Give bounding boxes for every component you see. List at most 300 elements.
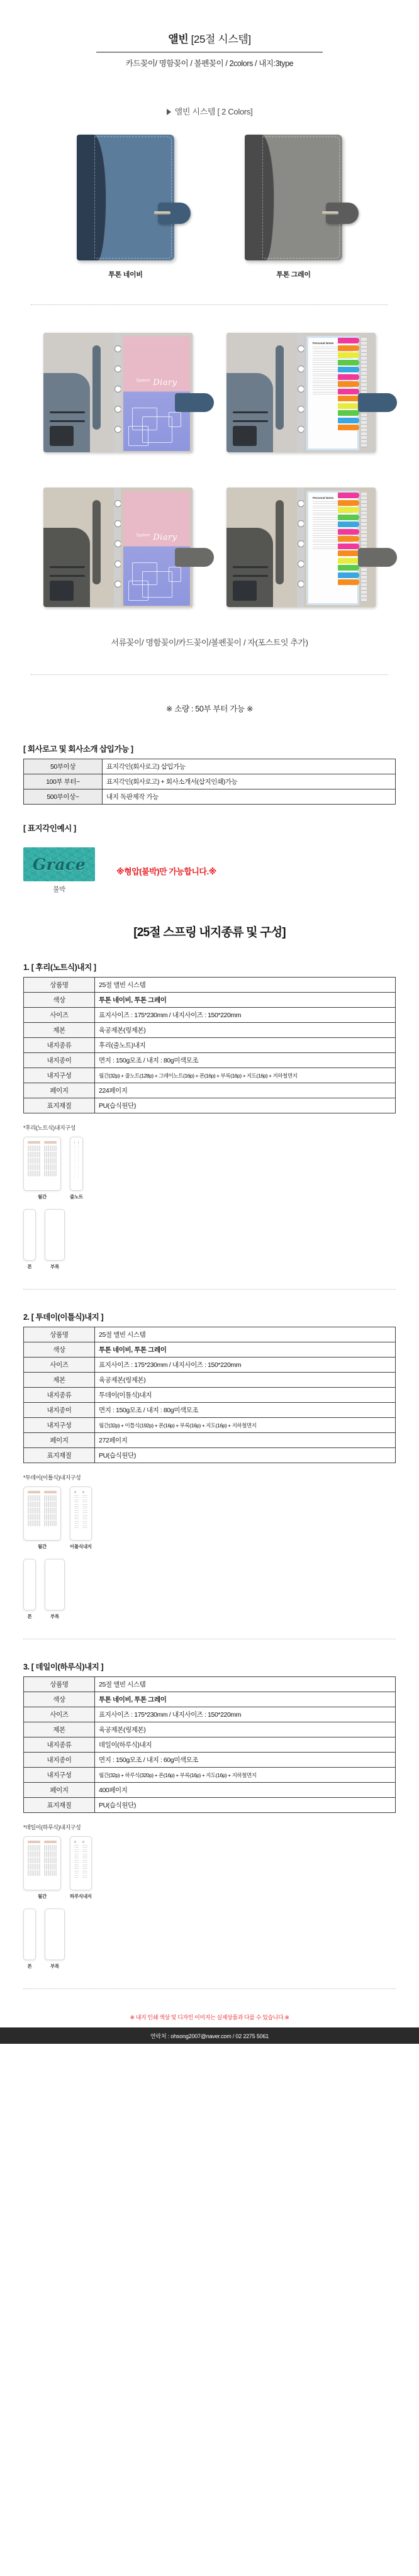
spec-table <box>23 977 396 1113</box>
calendar-cell <box>33 1146 35 1151</box>
appendix-half <box>57 1563 60 1606</box>
sample-sheet <box>23 1486 61 1541</box>
sample-spread-row-1 <box>23 1836 396 1900</box>
sticky-tab <box>338 544 359 549</box>
sticky-tab <box>338 410 359 416</box>
calendar-cell <box>31 1514 33 1520</box>
spec-key: 내지종류 <box>24 1038 95 1053</box>
calendar-cell <box>31 1158 33 1164</box>
page-header-bar <box>44 1141 57 1144</box>
appendix-grid <box>57 1913 60 1957</box>
binder-page-area <box>304 488 376 607</box>
ruled-line <box>82 1849 87 1850</box>
spec-key: 내지종이 <box>24 1403 95 1418</box>
calendar-cell <box>53 1514 55 1520</box>
spec-section-heading: 2. [ 투데이(이틀식)내지 ] <box>23 1313 104 1322</box>
spread-caption: 부록 <box>50 1963 59 1970</box>
calendar-cell <box>50 1851 51 1857</box>
spread-caption: 폰 <box>27 1264 32 1270</box>
sticky-tab <box>338 550 359 556</box>
calendar-cell <box>39 1508 40 1514</box>
ruled-line <box>74 1849 79 1850</box>
sample-spread-row-2 <box>23 1909 396 1970</box>
calendar-cell <box>35 1845 36 1851</box>
ruled-line <box>74 1862 79 1863</box>
calendar-cell <box>31 1152 33 1157</box>
spec-value: 400페이지 <box>95 1783 396 1798</box>
calendar-cell <box>44 1845 45 1851</box>
diary-script-text: $^{System}$ Diary <box>136 532 177 542</box>
ruled-line <box>74 1504 79 1505</box>
sticky-tab <box>338 579 359 585</box>
calendar-cell <box>31 1864 33 1870</box>
spec-value: 투톤 네이비, 투톤 그레이 <box>95 1342 396 1358</box>
spec-value: 월간(32p) + 줄노트(128p) + 그레이노트(16p) + 폰(16p) + 부록(16p) + 지도(16p) + 지하철면지 <box>95 1068 396 1083</box>
spec-key: 표지재질 <box>24 1448 95 1463</box>
sticky-tab <box>338 500 359 506</box>
calendar-cell <box>55 1851 57 1857</box>
sticky-tab <box>338 345 359 351</box>
calendar-cell <box>48 1864 49 1870</box>
ruled-line <box>82 1497 87 1498</box>
ruled-line <box>82 1877 87 1878</box>
sticky-tab <box>338 367 359 372</box>
footer-disclaimer: ※ 내지 인쇄 색상 및 디자인 이미지는 실제상품과 다를 수 있습니다.※ <box>130 2014 289 2021</box>
calendar-cell <box>50 1146 51 1151</box>
spec-key: 사이즈 <box>24 1358 95 1373</box>
binder-strap <box>175 393 214 412</box>
colors-heading-label: 앨빈 시스템 [ 2 Colors] <box>174 107 253 117</box>
spread-caption: 부록 <box>50 1614 59 1620</box>
calendar-cell <box>44 1870 45 1876</box>
ruled-line <box>74 1497 79 1498</box>
calendar-cell <box>48 1164 49 1170</box>
sheet-inner <box>28 1213 31 1256</box>
calendar-cell <box>53 1495 55 1501</box>
ruled-line <box>74 1845 79 1846</box>
appendix-grid <box>49 1213 53 1257</box>
calendar-cell <box>44 1858 45 1863</box>
desc-cell: 내지 독판제작 가능 <box>103 789 396 805</box>
spec-section-2 <box>23 1311 396 1639</box>
calendar-cell <box>55 1845 57 1851</box>
calendar-cell <box>50 1495 51 1501</box>
binder-left-flap <box>226 488 297 607</box>
calendar-cell <box>37 1864 38 1870</box>
calendar-cell <box>35 1851 36 1857</box>
spec-value: 표지사이즈 : 175*230mm / 내지사이즈 : 150*220mm <box>95 1008 396 1023</box>
interior-photos <box>0 333 419 607</box>
spec-value: 표지사이즈 : 175*230mm / 내지사이즈 : 150*220mm <box>95 1707 396 1722</box>
ruled-line <box>82 1527 87 1528</box>
engrave-logo-chip <box>23 847 95 881</box>
calendar-cell <box>48 1495 49 1501</box>
calendar-cell <box>35 1152 36 1157</box>
calendar-cell <box>39 1851 40 1857</box>
cover-photo-gray <box>245 135 342 260</box>
calendar-cell <box>28 1502 29 1507</box>
qty-cell: 50부이상 <box>24 759 103 774</box>
spec-key: 상품명 <box>24 1677 95 1692</box>
cover-photo-navy <box>77 135 174 260</box>
lined-half <box>82 1841 87 1886</box>
spread-caption: 월간 <box>38 1544 47 1550</box>
sample-sheet <box>45 1909 65 1960</box>
calendar-cell <box>53 1508 55 1514</box>
calendar-cell <box>30 1158 31 1164</box>
calendar-cell <box>30 1508 31 1514</box>
calendar-cell <box>37 1146 38 1151</box>
calendar-cell <box>52 1495 53 1501</box>
table-row <box>24 1083 396 1098</box>
calendar-cell <box>53 1152 55 1157</box>
calendar-cell <box>52 1514 53 1520</box>
calendar-cell <box>52 1520 53 1526</box>
sticky-tab <box>338 338 359 343</box>
lined-half <box>74 1491 79 1536</box>
calendar-cell <box>37 1845 38 1851</box>
calendar-cell <box>52 1146 53 1151</box>
card-slot <box>50 566 85 568</box>
lined-half <box>82 1491 87 1536</box>
sheet-inner <box>28 1841 57 1886</box>
calendar-cell <box>39 1864 40 1870</box>
calendar-cell <box>50 1845 51 1851</box>
calendar-cell <box>28 1171 29 1176</box>
table-row <box>24 1403 396 1418</box>
color-variant-gray[interactable] <box>235 135 352 279</box>
sticky-note-tabs <box>338 493 359 587</box>
colors-section <box>0 105 419 279</box>
table-row <box>24 759 396 774</box>
calendar-cell <box>53 1520 55 1526</box>
appendix-half <box>49 1213 53 1256</box>
engrave-sample-section <box>23 822 396 894</box>
spread-caption: 월간 <box>38 1194 47 1200</box>
ruled-line <box>82 1523 87 1524</box>
ruled-line <box>82 1504 87 1505</box>
ruled-line <box>82 1875 87 1876</box>
calendar-cell <box>33 1845 35 1851</box>
calendar-cell <box>46 1164 47 1170</box>
calendar-cell <box>53 1870 55 1876</box>
calendar-cell <box>48 1520 49 1526</box>
calendar-cell <box>50 1520 51 1526</box>
decor-square <box>128 426 148 446</box>
ruled-line <box>74 1860 79 1861</box>
calendar-cell <box>44 1502 45 1507</box>
sample-sheet <box>23 1137 61 1191</box>
spec-key: 내지구성 <box>24 1418 95 1433</box>
calendar-cell <box>55 1502 57 1507</box>
calendar-cell <box>39 1520 40 1526</box>
table-row <box>24 1342 396 1358</box>
personal-notes-title: Personal Notes <box>313 496 334 500</box>
spec-value: PU(습식원단) <box>95 1098 396 1113</box>
spec-key: 내지종류 <box>24 1388 95 1403</box>
calendar-cell <box>28 1870 29 1876</box>
calendar-cell <box>52 1870 53 1876</box>
spec-value: 육공제본(링제본) <box>95 1722 396 1737</box>
calendar-cell <box>28 1858 29 1863</box>
sample-label: *데일이(하루식)내지구성 <box>23 1824 81 1831</box>
appendix-grid <box>57 1213 60 1257</box>
calendar-cell <box>46 1158 47 1164</box>
page-header <box>0 0 419 69</box>
calendar-cell <box>33 1164 35 1170</box>
monthly-half <box>44 1141 57 1186</box>
calendar-cell <box>50 1164 51 1170</box>
sheet-inner <box>74 1841 87 1886</box>
calendar-cell <box>46 1514 47 1520</box>
calendar-cell <box>30 1514 31 1520</box>
calendar-cell <box>48 1851 49 1857</box>
calendar-cell <box>53 1171 55 1176</box>
calendar-cell <box>28 1495 29 1501</box>
calendar-cell <box>28 1864 29 1870</box>
decor-square <box>169 412 181 427</box>
calendar-cell <box>33 1502 35 1507</box>
spec-value: 육공제본(링제본) <box>95 1023 396 1038</box>
logo-insert-section <box>23 743 396 805</box>
calendar-grid <box>44 1495 57 1526</box>
spec-value: 투데이(이틀식)내지 <box>95 1388 396 1403</box>
spec-value: 데일이(하루식)내지 <box>95 1737 396 1753</box>
calendar-cell <box>37 1164 38 1170</box>
calendar-cell <box>37 1495 38 1501</box>
calendar-cell <box>50 1514 51 1520</box>
spec-key: 내지종이 <box>24 1753 95 1768</box>
page-header-bar <box>28 1491 40 1493</box>
calendar-cell <box>48 1858 49 1863</box>
spread-caption: 줄노트 <box>70 1194 83 1200</box>
calendar-cell <box>50 1502 51 1507</box>
calendar-cell <box>39 1845 40 1851</box>
calendar-cell <box>30 1520 31 1526</box>
ruled-line <box>82 1868 87 1869</box>
sticky-tab <box>338 536 359 542</box>
min-order-notice: ※ 소량 : 50부 부터 가능 ※ <box>165 705 254 714</box>
spread-caption: 폰 <box>27 1963 32 1970</box>
calendar-cell <box>37 1502 38 1507</box>
binder-strap <box>358 548 397 567</box>
binder-rings <box>297 488 304 607</box>
sample-spread-row-1 <box>23 1137 396 1200</box>
card-slot <box>50 420 85 422</box>
table-row <box>24 789 396 805</box>
calendar-cell <box>39 1164 40 1170</box>
page-title-brand: 앨빈 <box>168 33 189 45</box>
calendar-cell <box>33 1171 35 1176</box>
calendar-cell <box>28 1845 29 1851</box>
calendar-cell <box>50 1158 51 1164</box>
calendar-cell <box>33 1520 35 1526</box>
appendix-grid <box>49 1913 53 1957</box>
binder-strap <box>175 548 214 567</box>
page-header-bar <box>74 1491 76 1493</box>
calendar-cell <box>55 1870 57 1876</box>
calendar-cell <box>46 1502 47 1507</box>
spec-value: 월간(32p) + 이틀식(192p) + 폰(16p) + 부록(16p) + 지도(16p) + 지하철면지 <box>95 1418 396 1433</box>
calendar-cell <box>39 1171 40 1176</box>
sticky-tab <box>338 572 359 578</box>
calendar-cell <box>37 1508 38 1514</box>
calendar-cell <box>33 1158 35 1164</box>
ruled-line <box>74 1847 79 1848</box>
spec-section-heading: 1. [ 후리(노트식)내지 ] <box>23 963 96 973</box>
spec-key: 페이지 <box>24 1083 95 1098</box>
ruled-line <box>82 1851 87 1852</box>
calendar-cell <box>37 1514 38 1520</box>
table-row <box>24 1373 396 1388</box>
spec-value: 후리(줄노트)내지 <box>95 1038 396 1053</box>
ruled-line <box>82 1847 87 1848</box>
calendar-cell <box>53 1146 55 1151</box>
calendar-cell <box>30 1864 31 1870</box>
calendar-cell <box>39 1502 40 1507</box>
engrave-logo-text: Grace <box>32 855 86 874</box>
calendar-cell <box>55 1146 57 1151</box>
pen-loop <box>276 345 284 430</box>
calendar-grid <box>28 1845 40 1876</box>
calendar-cell <box>48 1870 49 1876</box>
binder-open-left <box>43 333 193 452</box>
calendar-cell <box>31 1845 33 1851</box>
sample-sheet <box>45 1559 65 1610</box>
lined-half <box>74 1841 79 1886</box>
sheet-inner <box>49 1563 60 1606</box>
calendar-cell <box>53 1845 55 1851</box>
sample-sheet <box>23 1836 61 1890</box>
spec-key: 상품명 <box>24 1327 95 1342</box>
spec-value: 25절 앨빈 시스템 <box>95 1327 396 1342</box>
sticky-note-tabs <box>338 338 359 432</box>
ruled-line <box>74 1510 79 1511</box>
calendar-cell <box>30 1502 31 1507</box>
calendar-cell <box>33 1864 35 1870</box>
calendar-cell <box>48 1146 49 1151</box>
calendar-cell <box>33 1152 35 1157</box>
calendar-cell <box>28 1146 29 1151</box>
engrave-sample-row <box>23 847 396 894</box>
calendar-cell <box>35 1508 36 1514</box>
calendar-cell <box>50 1870 51 1876</box>
spec-key: 표지재질 <box>24 1798 95 1813</box>
spec-value: 면지 : 150g모조 / 내지 : 80g미색모조 <box>95 1403 396 1418</box>
spec-key: 제본 <box>24 1722 95 1737</box>
calendar-grid <box>44 1845 57 1876</box>
page-subtitle: 카드꽂이/ 명함꽂이 / 볼펜꽂이 / 2colors / 내지:3type <box>125 59 294 69</box>
color-variant-navy[interactable] <box>67 135 184 279</box>
binder-left-flap <box>43 333 114 452</box>
binder-rings <box>114 333 121 452</box>
sample-sheet <box>70 1486 92 1541</box>
sticky-tab <box>338 507 359 513</box>
calendar-cell <box>35 1514 36 1520</box>
appendix-grid <box>49 1563 53 1607</box>
ruled-line <box>74 1495 79 1496</box>
sticky-tab <box>338 418 359 423</box>
card-slot <box>233 566 268 568</box>
calendar-cell <box>55 1858 57 1863</box>
calendar-cell <box>28 1514 29 1520</box>
desc-cell: 표지각인(회사로고) + 회사소개서(삽지인쇄)가능 <box>103 774 396 789</box>
calendar-cell <box>37 1870 38 1876</box>
calendar-cell <box>52 1858 53 1863</box>
ruled-line <box>74 1866 79 1867</box>
calendar-cell <box>50 1858 51 1863</box>
spec-key: 사이즈 <box>24 1008 95 1023</box>
calendar-cell <box>53 1864 55 1870</box>
interior-photo-row <box>0 488 419 607</box>
calendar-cell <box>35 1870 36 1876</box>
sheet-inner <box>74 1141 79 1186</box>
calendar-cell <box>31 1870 33 1876</box>
calendar-cell <box>28 1152 29 1157</box>
cover-buckle-icon <box>154 211 170 215</box>
ruled-line <box>82 1506 87 1507</box>
table-row <box>24 1448 396 1463</box>
calendar-cell <box>37 1851 38 1857</box>
spec-key: 제본 <box>24 1373 95 1388</box>
ruled-line <box>74 1527 79 1528</box>
sheet-inner <box>28 1141 57 1186</box>
calendar-cell <box>44 1171 45 1176</box>
ruled-line <box>74 1875 79 1876</box>
spec-key: 페이지 <box>24 1433 95 1448</box>
calendar-cell <box>28 1158 29 1164</box>
calendar-cell <box>50 1864 51 1870</box>
calendar-cell <box>52 1508 53 1514</box>
calendar-grid <box>44 1146 57 1176</box>
calendar-cell <box>39 1146 40 1151</box>
calendar-cell <box>46 1508 47 1514</box>
calendar-cell <box>30 1845 31 1851</box>
photo-slot <box>50 426 74 446</box>
calendar-cell <box>55 1495 57 1501</box>
calendar-cell <box>44 1158 45 1164</box>
calendar-cell <box>46 1864 47 1870</box>
ruled-line <box>82 1862 87 1863</box>
calendar-cell <box>46 1495 47 1501</box>
sheet-inner <box>28 1913 31 1956</box>
appendix-half <box>57 1213 60 1256</box>
engrave-logo-caption: 불박 <box>53 886 65 894</box>
appendix-half <box>49 1563 53 1606</box>
cover-buckle-icon <box>322 211 338 215</box>
calendar-cell <box>50 1508 51 1514</box>
desc-cell: 표지각인(회사로고) 삽입가능 <box>103 759 396 774</box>
spec-value: PU(습식원단) <box>95 1448 396 1463</box>
spec-key: 색상 <box>24 1692 95 1707</box>
sheet-inner <box>49 1913 60 1956</box>
calendar-cell <box>52 1851 53 1857</box>
spec-value: 272페이지 <box>95 1433 396 1448</box>
spec-section-heading: 3. [ 데일이(하루식)내지 ] <box>23 1663 104 1672</box>
spread-caption: 부록 <box>50 1264 59 1270</box>
footer-contact-bar <box>0 2027 419 2044</box>
calendar-cell <box>46 1851 47 1857</box>
page-header-bar <box>28 1841 40 1843</box>
decor-square <box>128 581 148 601</box>
calendar-cell <box>30 1495 31 1501</box>
sample-sheet <box>23 1209 36 1261</box>
pen-loop <box>276 500 284 584</box>
calendar-cell <box>37 1158 38 1164</box>
table-row <box>24 1068 396 1083</box>
calendar-cell <box>37 1171 38 1176</box>
ruled-line <box>74 1868 79 1869</box>
